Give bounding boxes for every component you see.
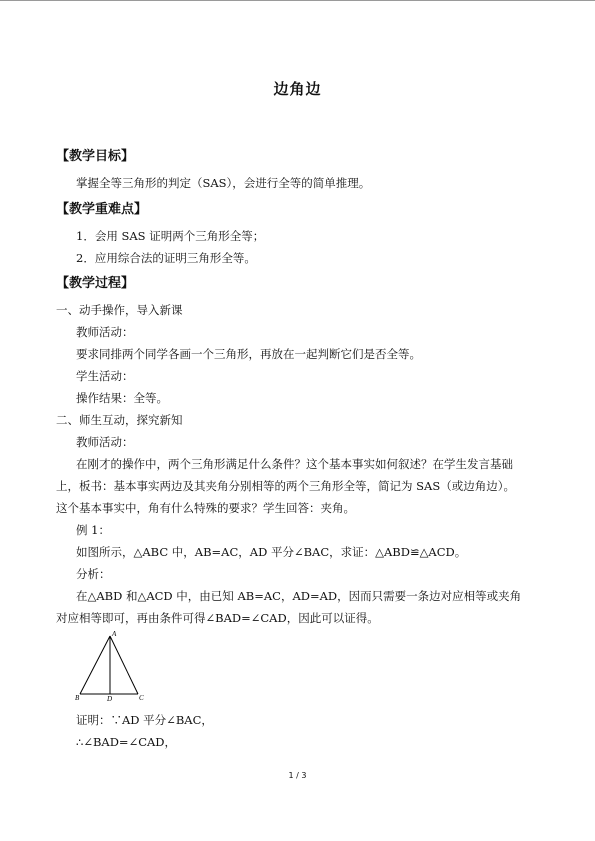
part1-title: 一、动手操作，导入新课 <box>56 303 183 317</box>
label-d: D <box>107 695 113 702</box>
key-points-heading: 【教学重难点】 <box>56 202 148 217</box>
example-text: 如图所示，△ABC 中，AB=AC，AD 平分∠BAC，求证：△ABD≌△ACD。 <box>76 545 467 559</box>
side-ab <box>80 636 110 694</box>
goals-heading: 【教学目标】 <box>56 149 135 164</box>
label-b: B <box>75 694 80 702</box>
analysis-label: 分析： <box>76 567 111 581</box>
key-point-item: 2．应用综合法的证明三角形全等。 <box>76 251 256 265</box>
proof-line: 证明：∵AD 平分∠BAC， <box>76 713 213 727</box>
paragraph-line: 这个基本事实中，角有什么特殊的要求？学生回答：夹角。 <box>56 501 355 515</box>
paragraph-line: 上，板书：基本事实两边及其夹角分别相等的两个三角形全等，简记为 SAS（或边角边）。 <box>56 479 515 493</box>
process-heading: 【教学过程】 <box>56 276 135 291</box>
top-rule <box>0 0 595 1</box>
teacher-label: 教师活动： <box>76 325 134 339</box>
teacher-text: 要求同排两个同学各画一个三角形，再放在一起判断它们是否全等。 <box>76 347 421 361</box>
paragraph-line: 在刚才的操作中，两个三角形满足什么条件？这个基本事实如何叙述？在学生发言基础 <box>76 457 513 471</box>
side-ac <box>110 636 138 694</box>
student-label: 学生活动： <box>76 369 134 383</box>
label-a: A <box>112 630 117 638</box>
triangle-figure <box>74 630 154 702</box>
page-number: 1 / 3 <box>288 771 307 780</box>
teacher-label-2: 教师活动： <box>76 435 134 449</box>
part2-title: 二、师生互动，探究新知 <box>56 413 183 427</box>
key-point-item: 1．会用 SAS 证明两个三角形全等； <box>76 229 265 243</box>
example-label: 例 1： <box>76 523 110 537</box>
label-c: C <box>139 694 144 702</box>
page-title: 边角边 <box>273 80 322 98</box>
result-text: 操作结果：全等。 <box>76 391 168 405</box>
goals-text: 掌握全等三角形的判定（SAS），会进行全等的简单推理。 <box>76 176 371 190</box>
analysis-line: 在△ABD 和△ACD 中，由已知 AB=AC，AD=AD，因而只需要一条边对应相等或夹角 <box>76 589 522 603</box>
proof-line: ∴∠BAD=∠CAD， <box>76 735 177 749</box>
analysis-line: 对应相等即可，再由条件可得∠BAD=∠CAD，因此可以证得。 <box>56 611 379 625</box>
